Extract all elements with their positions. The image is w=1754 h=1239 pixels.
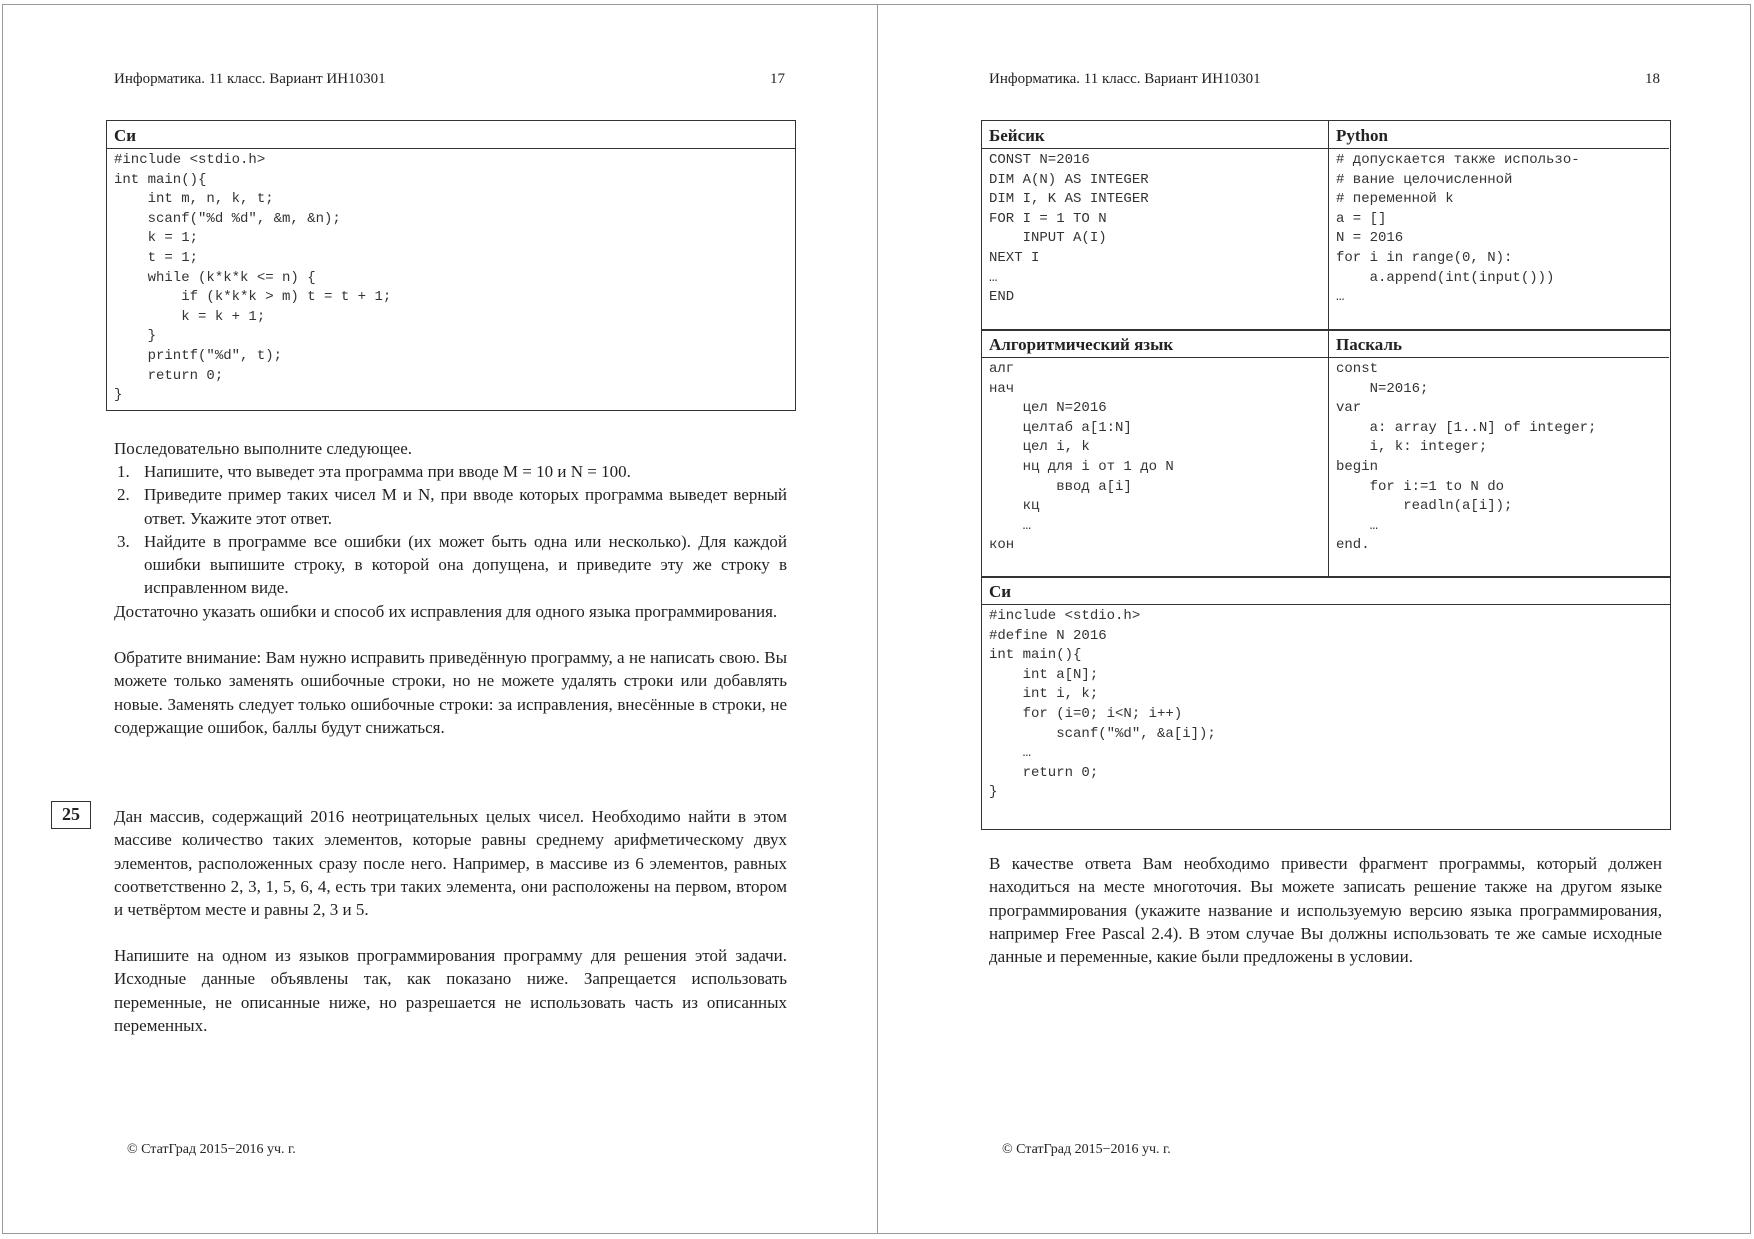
basic-cell (982, 121, 1329, 310)
steps-list (114, 460, 787, 600)
basic-title: Бейсик (982, 121, 1329, 149)
answer-instructions: В качестве ответа Вам необходимо привести фрагмент программы, который должен находиться на месте многоточия. Вы можете записать решение также на другом языке программирования (укажите название и используемую версию языка программирования, например Free Pascal 2.4). В этом случае Вы должны использовать те же самые исходные данные и переменные, какие были предложены в условии. (989, 854, 1662, 967)
task-description: Дан массив, содержащий 2016 неотрицательных целых чисел. Необходимо найти в этом массиве количество таких элементов, которые равны среднему арифметическому двух элементов, расположенных сразу после него. Например, в массиве из 6 элементов, равных соответственно 2, 3, 1, 5, 6, 4, есть три таких элемента, они расположены на первом, втором и четвёртом месте и равны 2, 3 и 5. (114, 807, 787, 920)
algo-code: алг нач цел N=2016 целтаб a[1:N] цел i, k нц для i от 1 до N ввод a[i] кц … кон (989, 361, 1174, 554)
language-code-table (981, 120, 1671, 830)
step-text: Найдите в программе все ошибки (их может быть одна или несколько). Для каждой ошибки выпишите строку, в которой она допущена, и приведите эту же строку в исправленном виде. (144, 531, 787, 598)
column-divider (1328, 121, 1329, 577)
c-code: #include <stdio.h> #define N 2016 int main(){ int a[N]; int i, k; for (i=0; i<N; i++) scanf("%d", &a[i]); … return 0; } (989, 608, 1216, 801)
pascal-code: const N=2016; var a: array [1..N] of integer; i, k: integer; begin for i:=1 to N do readln(a[i]); … end. (1336, 361, 1597, 554)
step-text: Приведите пример таких чисел M и N, при вводе которых программа выведет верный ответ. Укажите этот ответ. (144, 485, 787, 528)
page-header-title: Информатика. 11 класс. Вариант ИН10301 (989, 71, 1261, 87)
page-footer: © СтатГрад 2015−2016 уч. г. (127, 1142, 296, 1157)
c-code-box (106, 120, 796, 411)
question-number: 25 (51, 801, 91, 829)
python-code: # допускается также использо- # вание целочисленной # переменной k a = [] N = 2016 for i in range(0, N): a.append(int(input())) … (1336, 152, 1580, 306)
page-footer: © СтатГрад 2015−2016 уч. г. (1002, 1142, 1171, 1157)
task-requirements: Напишите на одном из языков программирования программу для решения этой задачи. Исходные данные объявлены так, как показано ниже. Запрещается использовать переменные, не описанные ниже, но разрешается не использовать часть из описанных переменных. (114, 946, 787, 1035)
page-number: 18 (1645, 71, 1660, 87)
step-item (114, 530, 787, 600)
c-program-code: #include <stdio.h> int main(){ int m, n, k, t; scanf("%d %d", &m, &n); k = 1; t = 1; while (k*k*k <= n) { if (k*k*k > m) t = t + 1; k = k + 1; } printf("%d", t); return 0; } (114, 152, 392, 404)
step-text: Напишите, что выведет эта программа при вводе M = 10 и N = 100. (144, 462, 631, 481)
algo-title: Алгоритмический язык (982, 330, 1329, 358)
step-item (114, 460, 787, 483)
pascal-cell (1329, 330, 1669, 558)
step-number: 2. (117, 485, 130, 505)
c-cell (982, 577, 1670, 805)
page-header-title: Информатика. 11 класс. Вариант ИН10301 (114, 71, 386, 87)
page-number: 17 (770, 71, 785, 87)
pascal-title: Паскаль (1329, 330, 1669, 358)
instructions-intro: Последовательно выполните следующее. (114, 439, 413, 458)
step-number: 1. (117, 462, 130, 481)
note-one-language: Достаточно указать ошибки и способ их исправления для одного языка программирования. (114, 602, 778, 621)
code-box-title: Си (107, 121, 795, 149)
algo-cell (982, 330, 1329, 558)
left-page (2, 4, 878, 1234)
note-attention: Обратите внимание: Вам нужно исправить приведённую программу, а не написать свою. Вы можете только заменять ошибочные строки, но не можете удалять строки или добавлять новые. Заменять следует только ошибочные строки: за исправления, внесённые в строки, не содержащие ошибок, баллы будут снижаться. (114, 648, 787, 737)
basic-code: CONST N=2016 DIM A(N) AS INTEGER DIM I, K AS INTEGER FOR I = 1 TO N INPUT A(I) NEXT I … END (989, 152, 1149, 306)
c-title: Си (982, 577, 1670, 605)
right-page (877, 4, 1751, 1234)
python-cell (1329, 121, 1669, 310)
step-item (114, 483, 787, 530)
step-number: 3. (117, 531, 130, 551)
python-title: Python (1329, 121, 1669, 149)
